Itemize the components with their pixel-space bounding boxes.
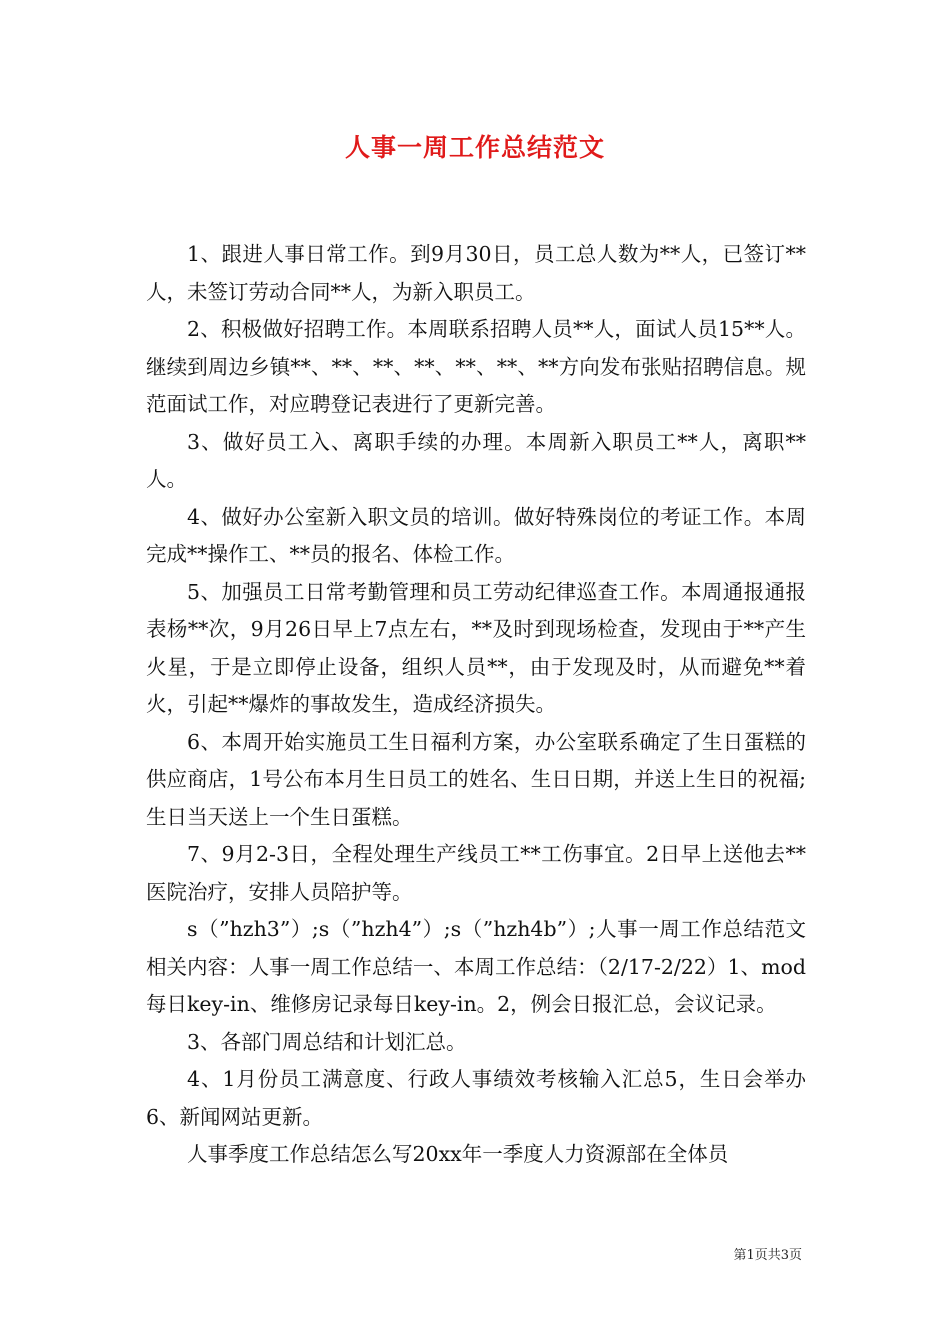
- page-number: 第1页共3页: [733, 1248, 802, 1263]
- paragraph-11: 人事季度工作总结怎么写20xx年一季度人力资源部在全体员: [187, 1142, 729, 1166]
- document-title: 人事一周工作总结范文: [344, 133, 605, 162]
- paragraph-3: 3、做好员工入、离职手续的办理。本周新入职员工**人，离职**人。: [146, 429, 806, 491]
- paragraph-10: 4、1月份员工满意度、行政人事绩效考核输入汇总5，生日会举办6、新闻网站更新。: [146, 1067, 806, 1129]
- paragraph-9: 3、各部门周总结和计划汇总。: [187, 1029, 467, 1054]
- paragraph-7: 7、9月2-3日，全程处理生产线员工**工伤事宜。2日早上送他去**医院治疗，安排人员陪护等。: [146, 842, 806, 904]
- paragraph-8: s（”hzh3”）;s（”hzh4”）;s（”hzh4b”）;人事一周工作总结范文相关内容：人事一周工作总结一、本周工作总结：（2/17-2/22）1、mod每日key-in、维修房记录每日key-in。2，例会日报汇总，会议记录。: [146, 917, 806, 1016]
- paragraph-6: 6、本周开始实施员工生日福利方案，办公室联系确定了生日蛋糕的供应商店，1号公布本月生日员工的姓名、生日日期，并送上生日的祝福;生日当天送上一个生日蛋糕。: [146, 729, 806, 829]
- paragraph-1: 1、跟进人事日常工作。到9月30日，员工总人数为**人，已签订**人，未签订劳动合同**人，为新入职员工。: [146, 242, 806, 304]
- paragraph-2: 2、积极做好招聘工作。本周联系招聘人员**人，面试人员15**人。继续到周边乡镇**、**、**、**、**、**、**方向发布张贴招聘信息。规范面试工作，对应聘登记表进行了更新完善。: [146, 317, 806, 416]
- document-body: [146, 236, 806, 1174]
- paragraph-4: 4、做好办公室新入职文员的培训。做好特殊岗位的考证工作。本周完成**操作工、**员的报名、体检工作。: [146, 504, 806, 566]
- paragraph-5: 5、加强员工日常考勤管理和员工劳动纪律巡查工作。本周通报通报表杨**次，9月26日早上7点左右，**及时到现场检查，发现由于**产生火星，于是立即停止设备，组织人员**，由于发现及时，从而避免**着火，引起**爆炸的事故发生，造成经济损失。: [146, 579, 806, 716]
